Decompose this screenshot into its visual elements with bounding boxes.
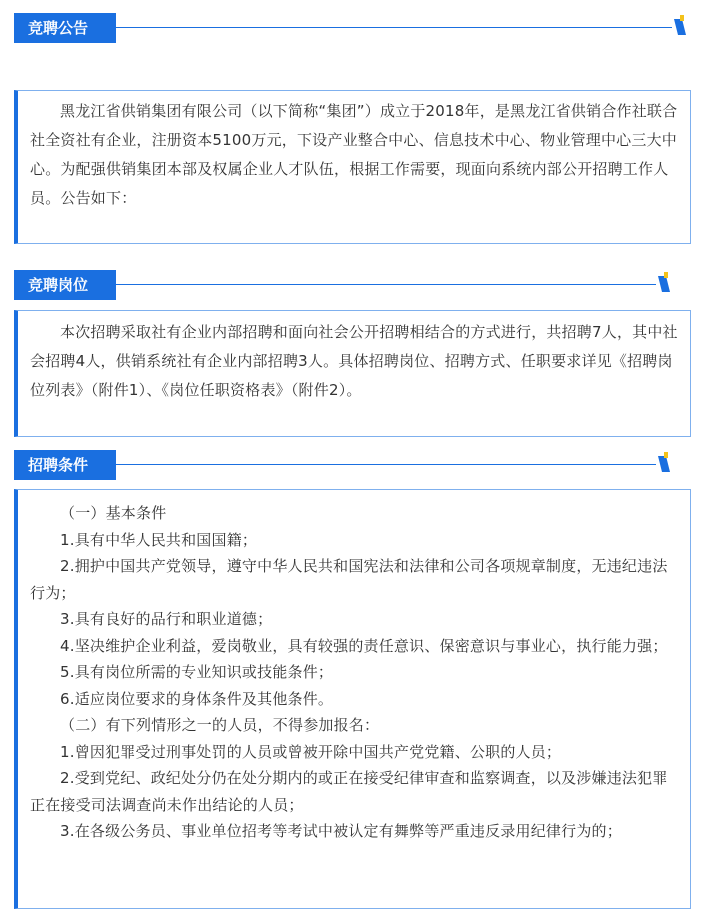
condition-item: 4.坚决维护企业利益，爱岗敬业，具有较强的责任意识、保密意识与事业心，执行能力强； — [60, 636, 668, 655]
announcement-paragraph: 黑龙江省供销集团有限公司（以下简称“集团”）成立于2018年，是黑龙江省供销合作社联合社全资社有企业，注册资本5100万元，下设产业整合中心、信息技术中心、物业管理中心三大中心。为配强供销集团本部及权属企业人才队伍，根据工作需要，现面向系统内部公开招聘工作人员。公告如下： — [30, 102, 678, 207]
header-rule — [116, 284, 656, 285]
header-rule — [116, 27, 672, 28]
conditions-box — [14, 489, 691, 909]
condition-item: 5.具有岗位所需的专业知识或技能条件； — [60, 663, 334, 681]
condition-item: （二）有下列情形之一的人员，不得参加报名： — [60, 716, 380, 734]
condition-item: （一）基本条件 — [60, 504, 167, 522]
corner-decoration-icon — [664, 13, 688, 39]
condition-item: 2.拥护中国共产党领导，遵守中华人民共和国宪法和法律和公司各项规章制度，无违纪违法行为； — [30, 557, 668, 602]
section-header-announcement — [0, 13, 706, 43]
section-title-tab: 竞聘岗位 — [14, 270, 116, 300]
positions-box — [14, 310, 691, 437]
condition-item: 2.受到党纪、政纪处分仍在处分期内的或正在接受纪律审查和监察调查，以及涉嫌违法犯罪正在接受司法调查尚未作出结论的人员； — [30, 769, 668, 814]
corner-decoration-icon — [648, 270, 672, 296]
section-title-tab: 招聘条件 — [14, 450, 116, 480]
condition-item: 6.适应岗位要求的身体条件及其他条件。 — [60, 689, 334, 708]
section-title-tab: 竞聘公告 — [14, 13, 116, 43]
condition-item: 3.具有良好的品行和职业道德； — [60, 610, 273, 628]
condition-item: 1.具有中华人民共和国国籍； — [60, 530, 258, 549]
condition-item: 1.曾因犯罪受过刑事处罚的人员或曾被开除中国共产党党籍、公职的人员； — [60, 742, 562, 761]
positions-paragraph: 本次招聘采取社有企业内部招聘和面向社会公开招聘相结合的方式进行，共招聘7人，其中社会招聘4人，供销系统社有企业内部招聘3人。具体招聘岗位、招聘方式、任职要求详见《招聘岗位列表》（附件1）、《岗位任职资格表》（附件2）。 — [30, 323, 678, 399]
corner-decoration-icon — [648, 450, 672, 476]
condition-item: 3.在各级公务员、事业单位招考等考试中被认定有舞弊等严重违反录用纪律行为的； — [60, 822, 622, 840]
section-header-positions — [0, 270, 706, 300]
header-rule — [116, 464, 656, 465]
section-header-conditions — [0, 450, 706, 480]
announcement-box — [14, 90, 691, 244]
